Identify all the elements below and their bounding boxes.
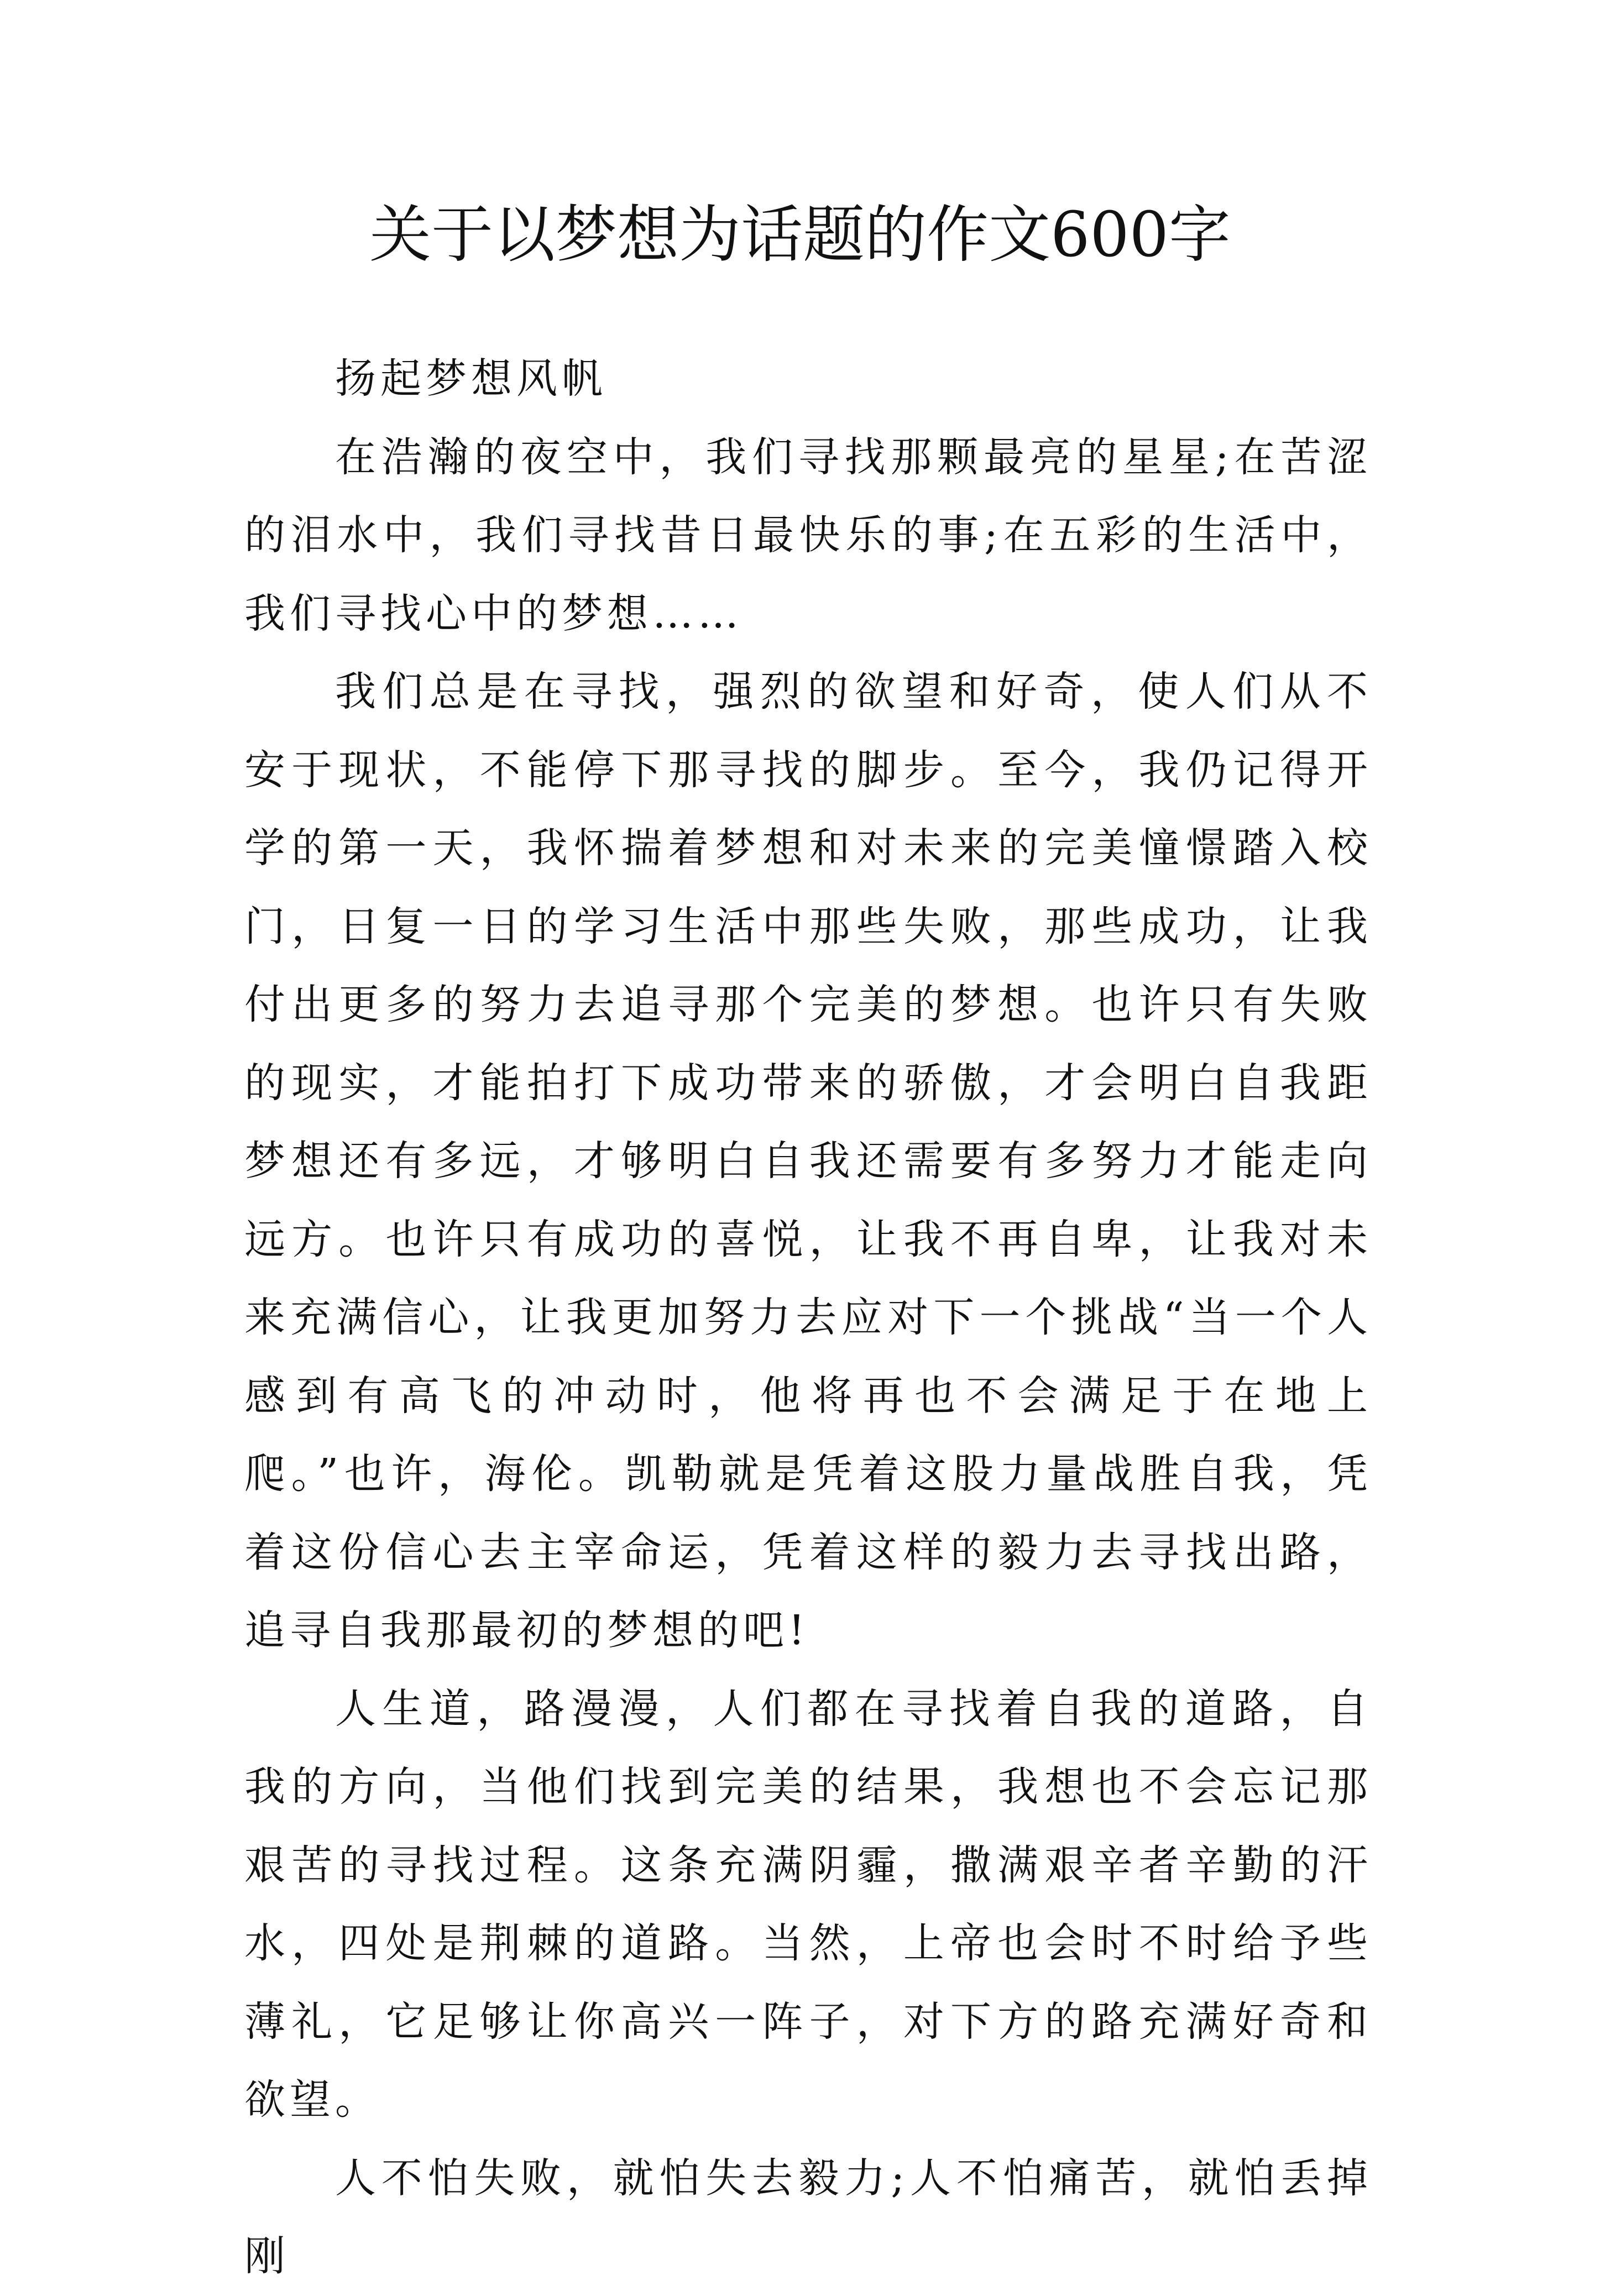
paragraph: 我们总是在寻找，强烈的欲望和好奇，使人们从不安于现状，不能停下那寻找的脚步。至今，我仍记得开学的第一天，我怀揣着梦想和对未来的完美憧憬踏入校门，日复一日的学习生活中那些失败，那些成功，让我付出更多的努力去追寻那个完美的梦想。也许只有失败的现实，才能拍打下成功带来的骄傲，才会明白自我距梦想还有多远，才够明白自我还需要有多努力才能走向远方。也许只有成功的喜悦，让我不再自卑，让我对未来充满信心，让我更加努力去应对下一个挑战“当一个人感到有高飞的冲动时，他将再也不会满足于在地上爬。”也许，海伦。凯勒就是凭着这股力量战胜自我，凭着这份信心去主宰命运，凭着这样的毅力去寻找出路，追寻自我那最初的梦想的吧! <box>244 668 1372 1654</box>
document-title: 关于以梦想为话题的作文600字 <box>369 199 1231 271</box>
paragraph: 在浩瀚的夜空中，我们寻找那颗最亮的星星;在苦涩的泪水中，我们寻找昔日最快乐的事;在五彩的生活中，我们寻找心中的梦想…… <box>244 433 1372 637</box>
paragraph: 人生道，路漫漫，人们都在寻找着自我的道路，自我的方向，当他们找到完美的结果，我想也不会忘记那艰苦的寻找过程。这条充满阴霾，撒满艰辛者辛勤的汗水，四处是荆棘的道路。当然，上帝也会时不时给予些薄礼，它足够让你高兴一阵子，对下方的路充满好奇和欲望。 <box>244 1685 1372 2124</box>
document-body <box>244 340 1372 2296</box>
paragraph: 人不怕失败，就怕失去毅力;人不怕痛苦，就怕丢掉刚 <box>244 2154 1372 2280</box>
essay-subtitle: 扬起梦想风帆 <box>335 355 607 402</box>
